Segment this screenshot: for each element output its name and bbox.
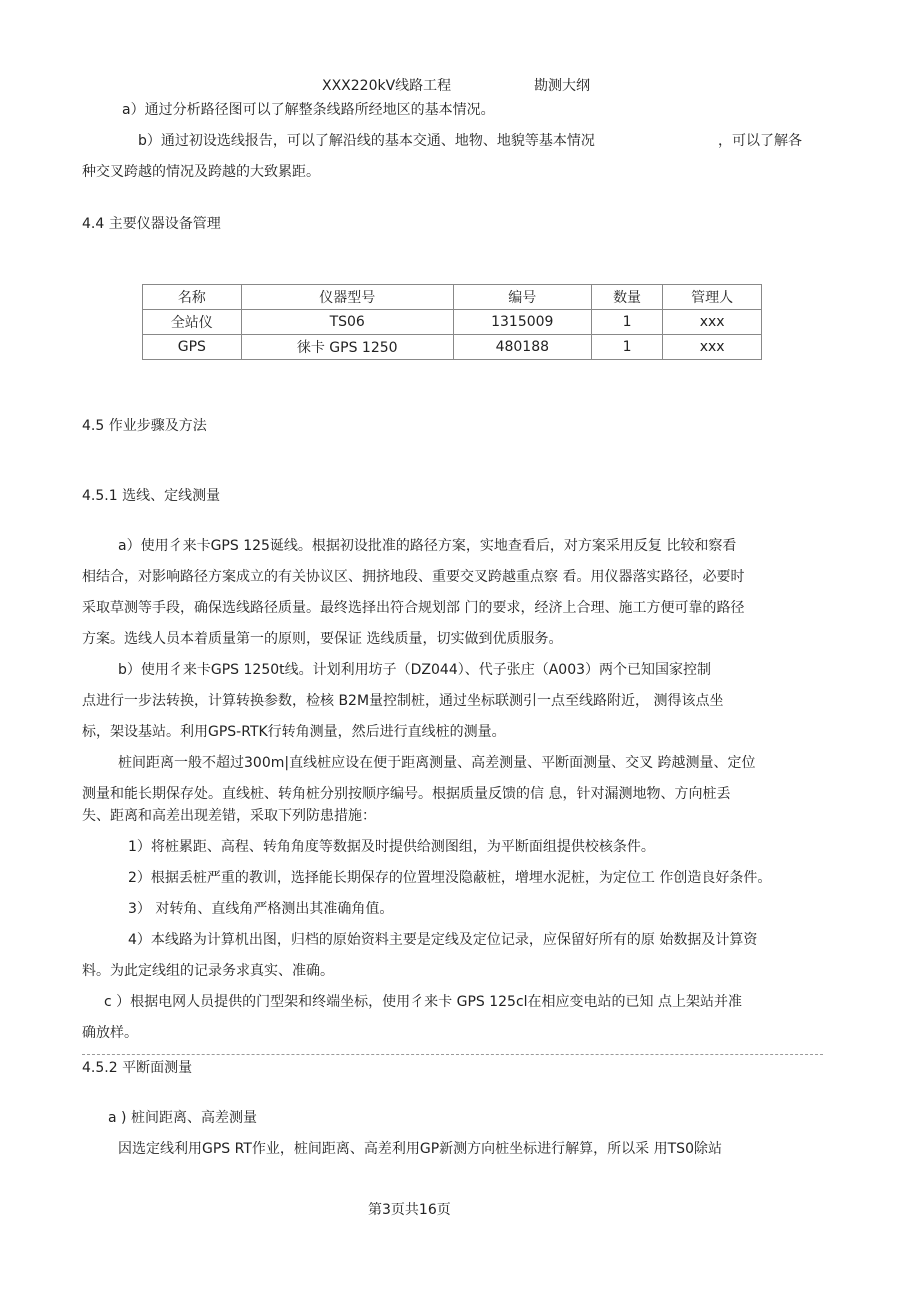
col-manager: 管理人 bbox=[663, 285, 762, 310]
table-row bbox=[143, 335, 762, 360]
section-divider bbox=[82, 1054, 823, 1055]
para-cc-line: c ）根据电网人员提供的门型架和终端坐标，使用彳来卡 GPS 125cl在相应变电站的已知 点上架站并准 bbox=[104, 994, 742, 1010]
measure-4: 4）本线路为计算机出图，归档的原始资料主要是定线及定位记录，应保留好所有的原 始数据及计算资 bbox=[128, 932, 758, 948]
cell: GPS bbox=[143, 335, 242, 360]
para-c-line: 失、距离和高差出现差错，采取下列防患措施： bbox=[82, 808, 376, 824]
equipment-table bbox=[142, 284, 762, 360]
para-a-line: 方案。选线人员本着质量第一的原则，要保证 选线质量，切实做到优质服务。 bbox=[82, 631, 563, 647]
para-b-line: 点进行一步法转换，计算转换参数，检核 B2M量控制桩，通过坐标联测引一点至线路附近， 测得该点坐 bbox=[82, 693, 724, 709]
col-serial: 编号 bbox=[453, 285, 591, 310]
section-4-5-2: 4.5.2 平断面测量 bbox=[82, 1060, 193, 1076]
cell: 480188 bbox=[453, 335, 591, 360]
intro-b-tail: ，可以了解各 bbox=[718, 133, 802, 149]
para-c-line: 桩间距离一般不超过300m|直线桩应设在便于距离测量、高差测量、平断面测量、交叉 跨越测量、定位 bbox=[118, 755, 756, 771]
para-a-line: 相结合，对影响路径方案成立的有关协议区、拥挤地段、重要交叉跨越重点察 看。用仪器落实路径，必要时 bbox=[82, 569, 745, 585]
table-header-row bbox=[143, 285, 762, 310]
para-a-line: a）使用彳来卡GPS 125诞线。根据初设批准的路径方案，实地查看后，对方案采用反复 比较和察看 bbox=[118, 538, 737, 554]
measure-3: 3） 对转角、直线角严格测出其准确角值。 bbox=[128, 901, 394, 917]
last-line: 因选定线利用GPS RT作业，桩间距离、高差利用GP新测方向桩坐标进行解算，所以采 用TS0除站 bbox=[118, 1141, 722, 1157]
col-model: 仪器型号 bbox=[241, 285, 453, 310]
header-doc: 勘测大纲 bbox=[534, 78, 590, 94]
section-4-5: 4.5 作业步骤及方法 bbox=[82, 418, 207, 434]
cell: TS06 bbox=[241, 310, 453, 335]
section-4-5-1: 4.5.1 选线、定线测量 bbox=[82, 488, 221, 504]
col-name: 名称 bbox=[143, 285, 242, 310]
intro-a: a）通过分析路径图可以了解整条线路所经地区的基本情况。 bbox=[122, 102, 495, 118]
col-qty: 数量 bbox=[591, 285, 663, 310]
measure-4-cont: 料。为此定线组的记录务求真实、准确。 bbox=[82, 963, 334, 979]
para-cc-line: 确放样。 bbox=[82, 1025, 138, 1041]
section-4-4: 4.4 主要仪器设备管理 bbox=[82, 216, 221, 232]
header-project: XXX220kV线路工程 bbox=[322, 78, 452, 94]
page-footer: 第3页共16页 bbox=[368, 1202, 451, 1218]
cell: 徕卡 GPS 1250 bbox=[241, 335, 453, 360]
cell: 全站仪 bbox=[143, 310, 242, 335]
para-b-line: 标，架设基站。利用GPS-RTK行转角测量，然后进行直线桩的测量。 bbox=[82, 724, 506, 740]
cell: xxx bbox=[663, 310, 762, 335]
para-c-line: 测量和能长期保存处。直线桩、转角桩分别按顺序编号。根据质量反馈的信 息，针对漏测地物、方向桩丢 bbox=[82, 786, 731, 802]
para-b-line: b）使用彳来卡GPS 1250t线。计划利用坊子（DZ044）、代子张庄（A003）两个已知国家控制 bbox=[118, 662, 712, 678]
measure-2: 2）根据丢桩严重的教训，选择能长期保存的位置埋没隐蔽桩，增埋水泥桩，为定位工 作创造良好条件。 bbox=[128, 870, 772, 886]
intro-c: 种交叉跨越的情况及跨越的大致累距。 bbox=[82, 164, 320, 180]
cell: 1 bbox=[591, 335, 663, 360]
cell: xxx bbox=[663, 335, 762, 360]
sub-a-heading: a ) 桩间距离、高差测量 bbox=[108, 1110, 257, 1126]
cell: 1 bbox=[591, 310, 663, 335]
para-a-line: 采取草测等手段，确保选线路径质量。最终选择出符合规划部 门的要求，经济上合理、施工方便可靠的路径 bbox=[82, 600, 745, 616]
cell: 1315009 bbox=[453, 310, 591, 335]
measure-1: 1）将桩累距、高程、转角角度等数据及时提供给测图组，为平断面组提供校核条件。 bbox=[128, 839, 655, 855]
table-row bbox=[143, 310, 762, 335]
intro-b: b）通过初设选线报告，可以了解沿线的基本交通、地物、地貌等基本情况 bbox=[138, 133, 595, 149]
